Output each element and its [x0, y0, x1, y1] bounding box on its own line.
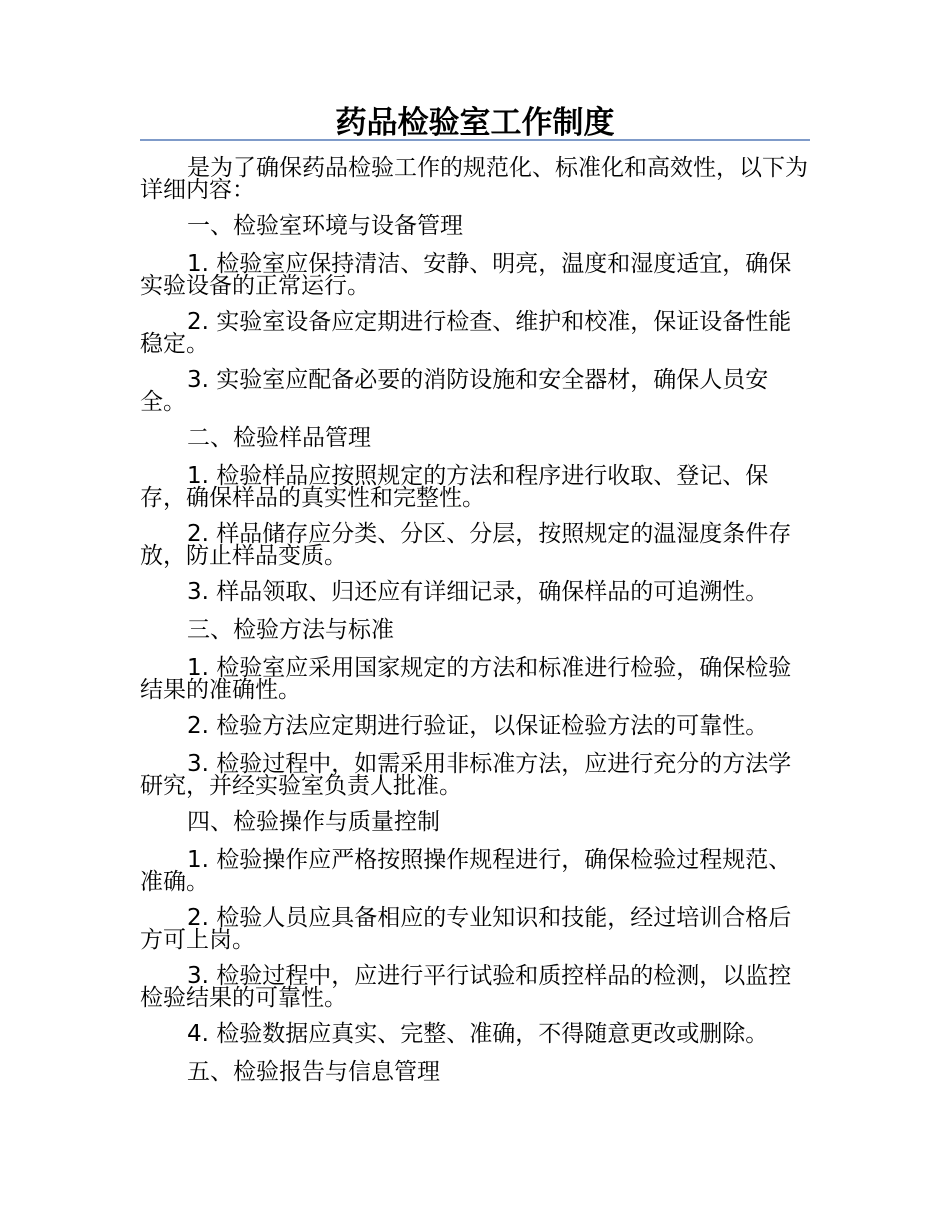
section-heading-1: 一、检验室环境与设备管理: [187, 213, 463, 239]
clause-paragraph: 2. 检验方法应定期进行验证，以保证检验方法的可靠性。: [187, 713, 769, 739]
title-underline: [140, 139, 810, 141]
clause-paragraph: 3. 检验过程中，应进行平行试验和质控样品的检测，以监控检验结果的可靠性。: [140, 963, 792, 1011]
document-body: [140, 157, 812, 1099]
intro-paragraph: 是为了确保药品检验工作的规范化、标准化和高效性，以下为详细内容：: [140, 155, 808, 203]
clause-paragraph: 3. 样品领取、归还应有详细记录，确保样品的可追溯性。: [187, 579, 769, 605]
clause-paragraph: 2. 检验人员应具备相应的专业知识和技能，经过培训合格后方可上岗。: [140, 905, 792, 953]
clause-paragraph: 4. 检验数据应真实、完整、准确，不得随意更改或删除。: [187, 1021, 769, 1047]
clause-paragraph: 3. 检验过程中，如需采用非标准方法，应进行充分的方法学研究，并经实验室负责人批准。: [140, 751, 792, 799]
section-heading-4: 四、检验操作与质量控制: [187, 809, 440, 835]
section-heading-3: 三、检验方法与标准: [187, 617, 394, 643]
clause-paragraph: 1. 检验操作应严格按照操作规程进行，确保检验过程规范、准确。: [140, 847, 792, 895]
clause-paragraph: 1. 检验室应保持清洁、安静、明亮，温度和湿度适宜，确保实验设备的正常运行。: [140, 251, 792, 299]
document-title: 药品检验室工作制度: [335, 105, 615, 141]
section-heading-5: 五、检验报告与信息管理: [187, 1059, 440, 1085]
section-heading-2: 二、检验样品管理: [187, 425, 371, 451]
clause-paragraph: 2. 样品储存应分类、分区、分层，按照规定的温湿度条件存放，防止样品变质。: [140, 521, 792, 569]
clause-paragraph: 3. 实验室应配备必要的消防设施和安全器材，确保人员安全。: [140, 367, 769, 415]
clause-paragraph: 2. 实验室设备应定期进行检查、维护和校准，保证设备性能稳定。: [140, 309, 792, 357]
clause-paragraph: 1. 检验室应采用国家规定的方法和标准进行检验，确保检验结果的准确性。: [140, 655, 792, 703]
clause-paragraph: 1. 检验样品应按照规定的方法和程序进行收取、登记、保存，确保样品的真实性和完整性。: [140, 463, 769, 511]
